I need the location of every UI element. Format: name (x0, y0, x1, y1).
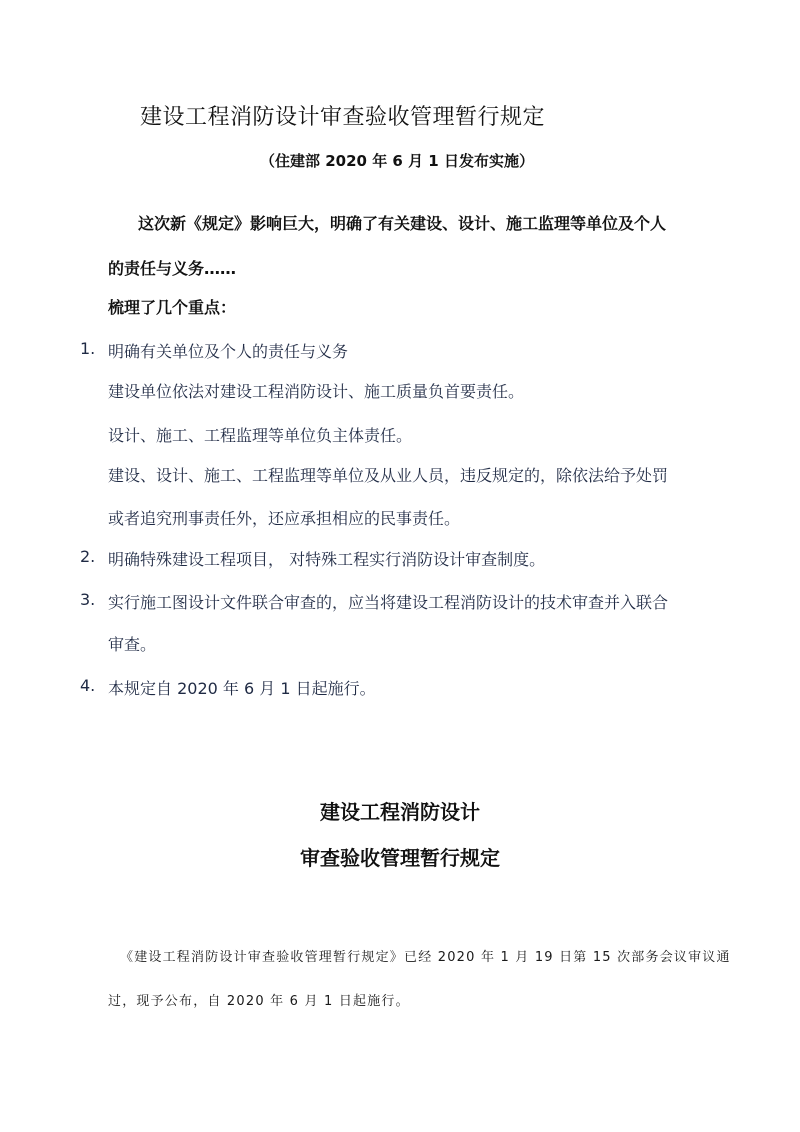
list-item-number-1: 1. (80, 339, 96, 358)
list-item-1-sub-2: 设计、施工、工程监理等单位负主体责任。 (108, 426, 413, 445)
key-points-label: 梳理了几个重点： (108, 298, 237, 317)
section-heading-line-1: 建设工程消防设计 (320, 800, 480, 824)
document-title: 建设工程消防设计审查验收管理暂行规定 (140, 105, 546, 130)
list-item-number-3: 3. (80, 590, 96, 609)
list-item-1: 明确有关单位及个人的责任与义务 (108, 342, 349, 361)
list-item-3-continuation: 审查。 (108, 635, 157, 654)
list-item-1-sub-4: 或者追究刑事责任外，还应承担相应的民事责任。 (108, 509, 461, 528)
document-subtitle: （住建部 2020 年 6 月 1 日发布实施） (260, 152, 534, 170)
list-item-1-sub-3: 建设、设计、施工、工程监理等单位及从业人员，违反规定的，除依法给予处罚 (108, 466, 669, 485)
list-item-number-2: 2. (80, 547, 96, 566)
list-item-number-4: 4. (80, 676, 96, 695)
body-line-2: 过，现予公布，自 2020 年 6 月 1 日起施行。 (108, 994, 410, 1009)
section-heading-line-2: 审查验收管理暂行规定 (300, 846, 500, 870)
intro-line-1: 这次新《规定》影响巨大，明确了有关建设、设计、施工监理等单位及个人 (138, 214, 667, 233)
intro-line-2: 的责任与义务…… (108, 259, 237, 278)
list-item-3: 实行施工图设计文件联合审查的，应当将建设工程消防设计的技术审查并入联合 (108, 593, 669, 612)
body-line-1: 《建设工程消防设计审查验收管理暂行规定》已经 2020 年 1 月 19 日第 15 次部务会议审议通 (120, 950, 731, 965)
list-item-2: 明确特殊建设工程项目， 对特殊工程实行消防设计审查制度。 (108, 550, 546, 569)
list-item-1-sub-1: 建设单位依法对建设工程消防设计、施工质量负首要责任。 (108, 382, 525, 401)
list-item-4: 本规定自 2020 年 6 月 1 日起施行。 (108, 679, 376, 698)
